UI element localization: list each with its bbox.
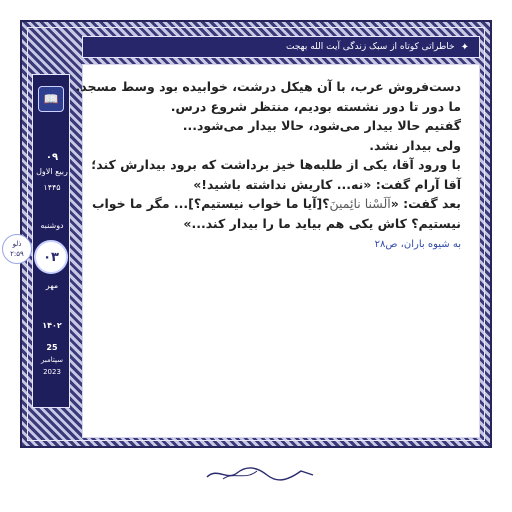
- shamsi-year: ۱۴۰۲: [42, 321, 62, 330]
- book-icon: 📖: [38, 86, 64, 112]
- shamsi-day-badge: [34, 240, 68, 274]
- header-title: خاطراتی کوتاه از سبک زندگی آیت الله بهجت: [286, 42, 455, 52]
- header-bar: [82, 36, 480, 58]
- text-line-5: با ورود آقا، یکی از طلبه‌ها خیز برداشت که برود بیدارش کند؛: [91, 157, 461, 172]
- text-line-1: دست‌فروش عرب، با آن هیکل درشت، خوابیده بود وسط مسجد.: [75, 79, 461, 94]
- content-panel: [75, 64, 480, 438]
- gregorian-month: سپتامبر: [41, 356, 63, 364]
- line7-start: بعد گفت: «: [390, 196, 461, 211]
- text-line-7: [91, 194, 461, 214]
- text-line-4: ولی بیدار نشد.: [369, 137, 461, 153]
- source-citation: به شیوه باران، ص۲۸: [374, 239, 461, 250]
- hijri-day: ۰۹: [45, 152, 59, 163]
- clock-badge: [2, 234, 32, 264]
- text-line-2: ما دور تا دور نشسته بودیم، منتظر شروع درس.: [170, 98, 461, 114]
- weekday: دوشنبه: [40, 221, 64, 230]
- clock-label: ذلو: [12, 240, 22, 248]
- arabic-quote: اَلَسْنا نائِمینَ: [329, 196, 391, 211]
- shamsi-day: ۰۳: [43, 249, 59, 265]
- gregorian-year: 2023: [43, 368, 61, 376]
- line7-end: ؟[آیا ما خواب نیستیم؟]... مگر ما خواب: [91, 196, 330, 211]
- text-line-8: نیستیم؟ کاش یکی هم بیاید ما را بیدار کند...»: [183, 215, 461, 231]
- hijri-month: ربیع الاول: [36, 167, 68, 176]
- text-line-3: گفتیم حالا بیدار می‌شود، حالا بیدار می‌شود...: [182, 118, 461, 133]
- calligraphy-signature: [205, 463, 315, 483]
- shamsi-month: مهر: [45, 281, 59, 290]
- text-line-6: آقا آرام گفت: «نه... کاریش نداشته باشید!»: [193, 176, 461, 192]
- sparkle-icon: ✦: [460, 41, 469, 53]
- memoir-text: [75, 77, 461, 255]
- hijri-year: ۱۴۴۵: [43, 183, 61, 192]
- gregorian-day: 25: [46, 343, 58, 352]
- clock-time: ۲:۵۹: [10, 250, 24, 258]
